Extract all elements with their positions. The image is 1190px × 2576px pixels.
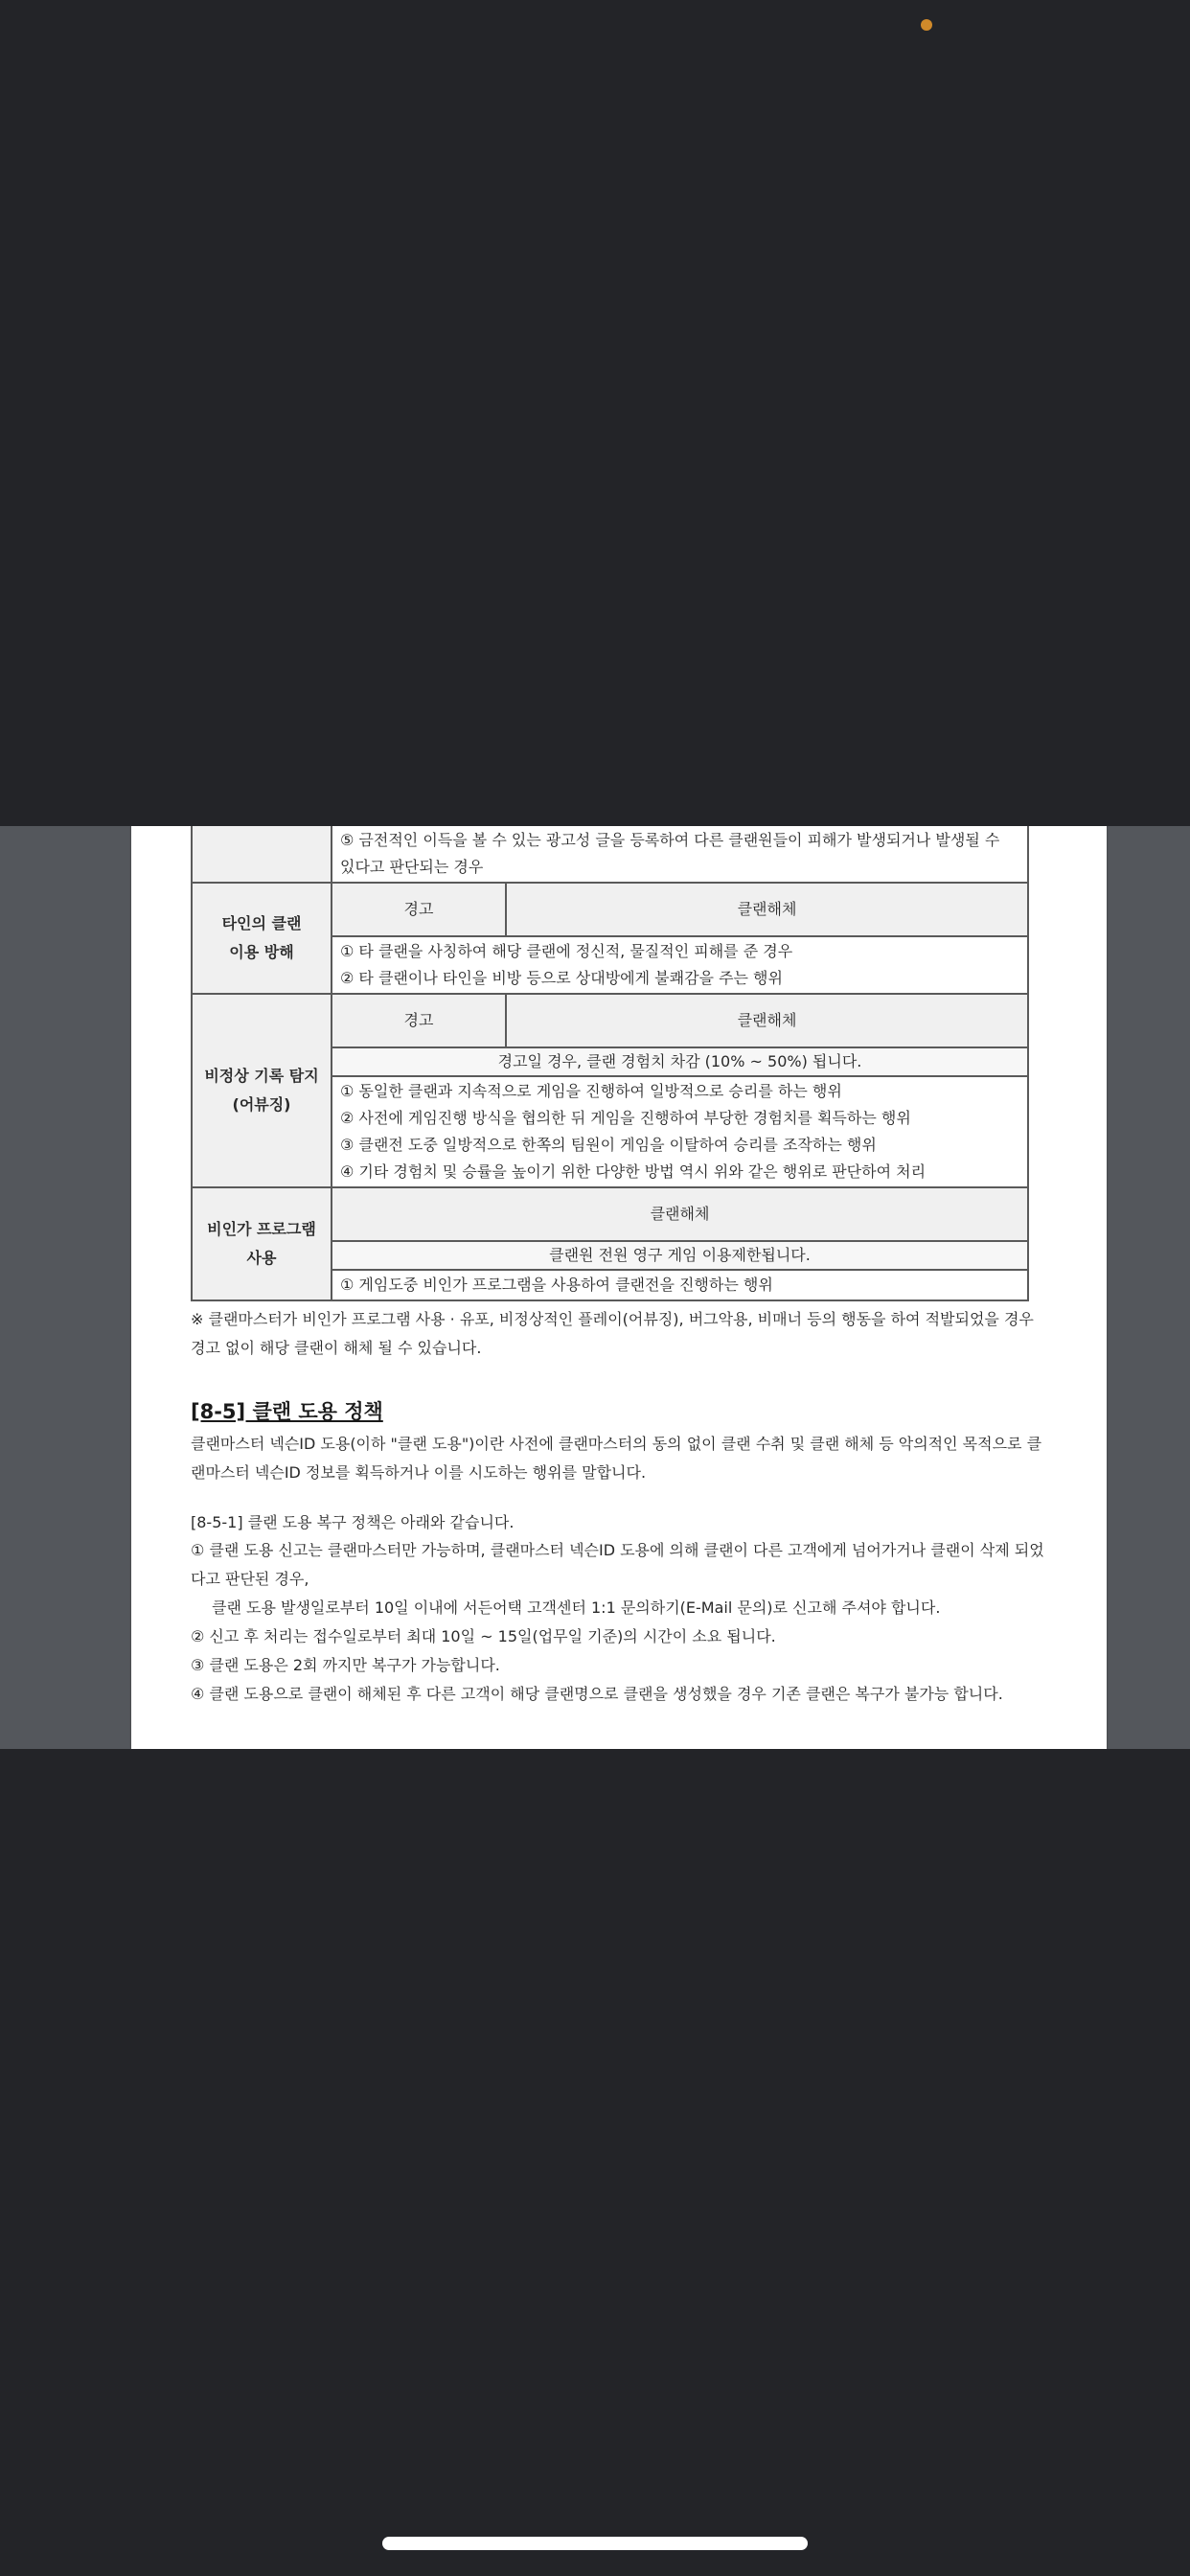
penalty-note: 클랜원 전원 영구 게임 이용제한됩니다. — [332, 1241, 1028, 1270]
document-viewer[interactable] — [0, 826, 1190, 1749]
violation-items — [332, 1270, 1028, 1300]
violation-item: ① 타 클랜을 사칭하여 해당 클랜에 정신적, 물질적인 피해를 준 경우 — [340, 942, 793, 960]
violation-item: ⑤ 금전적인 이득을 볼 수 있는 광고성 글을 등록하여 다른 클랜원들이 피해가 발생되거나 발생될 수 — [340, 831, 1000, 849]
violation-items — [332, 826, 1028, 883]
table-row — [192, 994, 1028, 1047]
category-cell — [192, 826, 332, 883]
recording-indicator-dot — [921, 19, 932, 31]
home-indicator[interactable] — [382, 2537, 808, 2550]
violation-items — [332, 1076, 1028, 1187]
violation-items — [332, 936, 1028, 994]
violation-item: ② 타 클랜이나 타인을 비방 등으로 상대방에게 불쾌감을 주는 행위 — [340, 969, 783, 987]
category-cell: 비인가 프로그램 사용 — [192, 1187, 332, 1300]
warning-header: 경고 — [332, 883, 506, 936]
action-header: 클랜해체 — [332, 1187, 1028, 1241]
table-row — [192, 883, 1028, 936]
policy-item: ③ 클랜 도용은 2회 까지만 복구가 가능합니다. — [191, 1656, 500, 1674]
table-row — [192, 1187, 1028, 1241]
policy-list — [191, 1536, 1053, 1709]
definition-paragraph: 클랜마스터 넥슨ID 도용(이하 "클랜 도용")이란 사전에 클랜마스터의 동의 없이 클랜 수취 및 클랜 해체 등 악의적인 목적으로 클랜마스터 넥슨ID 정보를 획득하거나 이를 시도하는 행위를 말합니다. — [191, 1435, 1042, 1482]
violation-item: ① 동일한 클랜과 지속적으로 게임을 진행하여 일방적으로 승리를 하는 행위 — [340, 1082, 842, 1100]
warning-header: 경고 — [332, 994, 506, 1047]
policy-item: ④ 클랜 도용으로 클랜이 해체된 후 다른 고객이 해당 클랜명으로 클랜을 생성했을 경우 기존 클랜은 복구가 불가능 합니다. — [191, 1685, 1003, 1703]
policy-heading: [8-5-1] 클랜 도용 복구 정책은 아래와 같습니다. — [191, 1513, 515, 1531]
policy-item: ① 클랜 도용 신고는 클랜마스터만 가능하며, 클랜마스터 넥슨ID 도용에 의해 클랜이 다른 고객에게 넘어가거나 클랜이 삭제 되었다고 판단된 경우, — [191, 1541, 1044, 1588]
category-cell: 타인의 클랜 이용 방해 — [192, 883, 332, 994]
penalty-note: 경고일 경우, 클랜 경험치 차감 (10% ~ 50%) 됩니다. — [332, 1047, 1028, 1076]
violation-item: ① 게임도중 비인가 프로그램을 사용하여 클랜전을 진행하는 행위 — [340, 1276, 773, 1294]
policy-item: ② 신고 후 처리는 접수일로부터 최대 10일 ~ 15일(업무일 기준)의 시간이 소요 됩니다. — [191, 1627, 776, 1645]
violation-item: ④ 기타 경험치 및 승률을 높이기 위한 다양한 방법 역시 위와 같은 행위로 판단하여 처리 — [340, 1162, 927, 1181]
violation-item: ② 사전에 게임진행 방식을 협의한 뒤 게임을 진행하여 부당한 경험치를 획득하는 행위 — [340, 1109, 911, 1127]
policy-item: 클랜 도용 발생일로부터 10일 이내에 서든어택 고객센터 1:1 문의하기(E-Mail 문의)로 신고해 주셔야 합니다. — [212, 1598, 941, 1617]
category-cell: 비정상 기록 탐지 (어뷰징) — [192, 994, 332, 1187]
section-title: [8-5] 클랜 도용 정책 — [191, 1400, 383, 1423]
violation-item: 있다고 판단되는 경우 — [340, 858, 484, 876]
policy-table — [191, 826, 1029, 1301]
document-page — [131, 826, 1107, 1749]
action-header: 클랜해체 — [506, 883, 1028, 936]
violation-item: ③ 클랜전 도중 일방적으로 한쪽의 팀원이 게임을 이탈하여 승리를 조작하는 행위 — [340, 1136, 877, 1154]
footnote: ※ 클랜마스터가 비인가 프로그램 사용 · 유포, 비정상적인 플레이(어뷰징), 버그악용, 비매너 등의 행동을 하여 적발되었을 경우 경고 없이 해당 클랜이 해체 될 수 있습니다. — [191, 1310, 1034, 1357]
action-header: 클랜해체 — [506, 994, 1028, 1047]
table-row — [192, 826, 1028, 883]
